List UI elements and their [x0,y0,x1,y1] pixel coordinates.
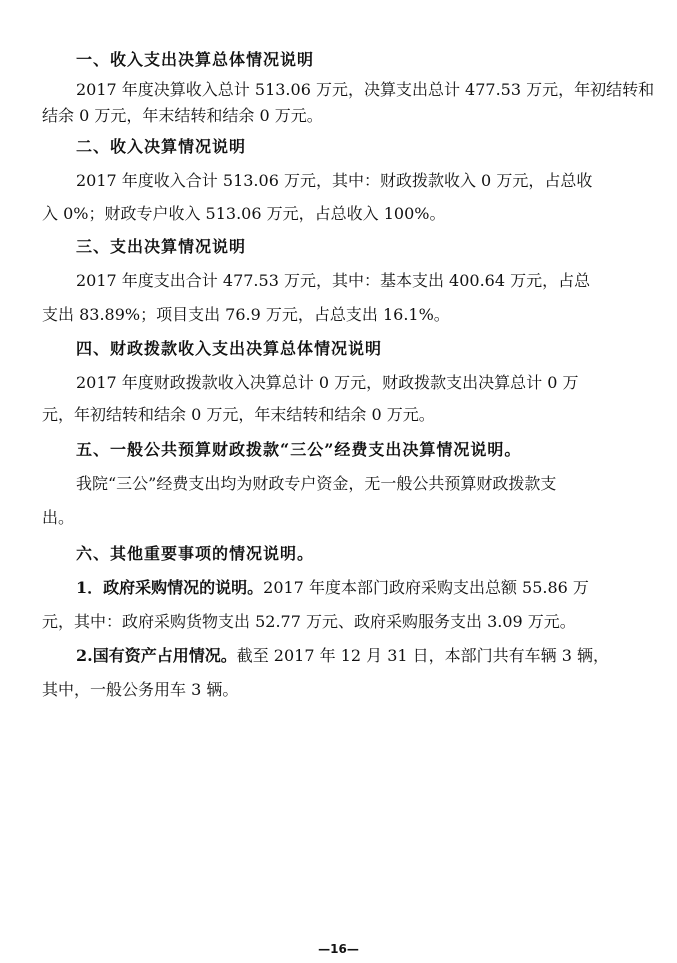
section-1-heading: 一、收入支出决算总体情况说明 [76,50,315,69]
section-1-text-line-1: 2017 年度决算收入总计 513.06 万元，决算支出总计 477.53 万元，年初结转和 [76,80,655,99]
section-4-text-line-2: 元，年初结转和结余 0 万元，年末结转和结余 0 万元。 [42,405,435,424]
section-3-heading: 三、支出决算情况说明 [76,237,247,256]
section-2-heading: 二、收入决算情况说明 [76,137,247,156]
section-3-text-line-2: 支出 83.89%；项目支出 76.9 万元，占总支出 16.1%。 [42,305,450,324]
section-2-text-line-2: 入 0%；财政专户收入 513.06 万元，占总收入 100%。 [42,204,446,223]
section-6-item-2-line-2: 其中，一般公务用车 3 辆。 [42,680,239,699]
section-4-text-line-1: 2017 年度财政拨款收入决算总计 0 万元，财政拨款支出决算总计 0 万 [76,373,579,392]
item-2-text: 截至 2017 年 12 月 31 日，本部门共有车辆 3 辆， [236,646,610,665]
item-1-lead: 1．政府采购情况的说明。 [76,578,264,597]
item-2-lead: 2.国有资产占用情况。 [76,646,237,665]
section-6-heading: 六、其他重要事项的情况说明。 [76,544,315,563]
section-6-item-1-line-2: 元，其中：政府采购货物支出 52.77 万元、政府采购服务支出 3.09 万元。 [42,612,576,631]
section-1-text-line-2: 结余 0 万元，年末结转和结余 0 万元。 [42,106,323,125]
section-5-text-line-1: 我院“三公”经费支出均为财政专户资金，无一般公共预算财政拨款支 [76,474,557,493]
section-2-text-line-1: 2017 年度收入合计 513.06 万元，其中：财政拨款收入 0 万元，占总收 [76,171,593,190]
section-5-heading: 五、一般公共预算财政拨款“三公”经费支出决算情况说明。 [76,440,522,459]
item-1-text: 2017 年度本部门政府采购支出总额 55.86 万 [263,578,589,597]
section-4-heading: 四、财政拨款收入支出决算总体情况说明 [76,339,383,358]
page-number: —16— [318,942,359,956]
section-3-text-line-1: 2017 年度支出合计 477.53 万元，其中：基本支出 400.64 万元，占总 [76,271,591,290]
section-6-item-1-line-1 [76,578,677,598]
section-6-item-2-line-1 [76,646,677,666]
section-5-text-line-2: 出。 [42,508,75,527]
